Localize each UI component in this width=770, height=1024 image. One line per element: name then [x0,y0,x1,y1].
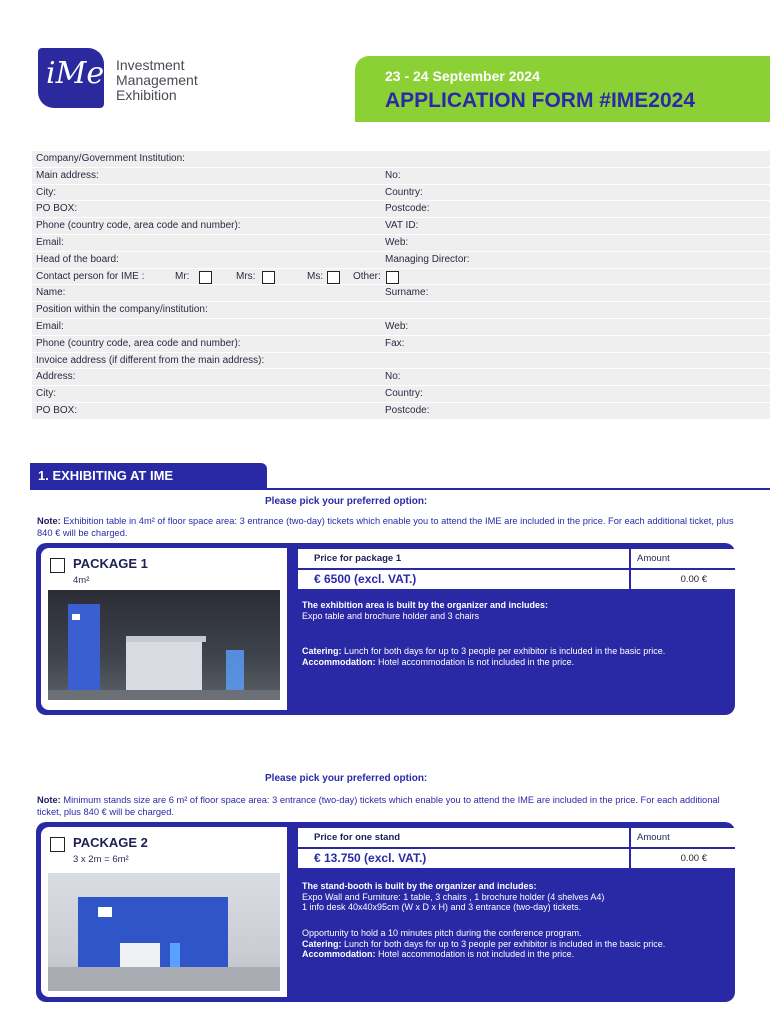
contact-email-label: Email: [36,320,64,332]
wall-logo [98,907,112,917]
section-header: 1. EXHIBITING AT IME [30,463,267,489]
logo-line-3: Exhibition [116,87,177,103]
package-1-size: 4m² [73,575,90,586]
contact-person-label: Contact person for IME : [36,270,145,282]
contact-email-row[interactable] [32,319,770,336]
accommodation-text: Hotel accommodation is not included in the price. [375,656,575,667]
vat-id-label: VAT ID: [385,220,419,232]
brochure-holder [170,943,180,967]
price-label: Price for one stand [298,828,629,847]
stand-booth-illustration [48,873,280,991]
contact-person-row [32,269,770,286]
board-row[interactable] [32,252,770,269]
package-1-checkbox[interactable] [50,558,65,573]
city-row[interactable] [32,185,770,202]
brochure-holder [226,650,244,692]
application-form [32,151,770,420]
includes-line-2: 1 info desk 40x40x95cm (W x D x H) and 3 entrance (two-day) tickets. [302,902,582,912]
note-text: Minimum stands size are 6 m² of floor space area: 3 entrance (two-day) tickets which enable you to attend the IME are included in the price. For each additional ticket, plus 840 € will be charged. [37,795,720,817]
invoice-address-label: Invoice address (if different from the main address): [36,354,265,366]
pick-option-2: Please pick your preferred option: [265,773,428,784]
package-2-price: € 13.750 (excl. VAT.) [298,849,629,868]
package-1-image [48,590,280,700]
invoice-city-label: City: [36,388,56,400]
package-1-card [36,543,735,715]
form-title: APPLICATION FORM #IME2024 [385,89,695,112]
web-label: Web: [385,236,409,248]
package-2-name: PACKAGE 2 [73,835,148,850]
event-date: 23 - 24 September 2024 [385,68,540,84]
phone-row[interactable] [32,218,770,235]
invoice-po-box-label: PO BOX: [36,404,78,416]
invoice-city-row[interactable] [32,386,770,403]
catering-label: Catering: [302,646,342,656]
invoice-no-label: No: [385,371,401,383]
note-text: Exhibition table in 4m² of floor space area: 3 entrance (two-day) tickets which enable you to attend the IME are included in the price. For each additional ticket, plus 840 € will be charged. [37,516,734,538]
contact-phone-label: Phone (country code, area code and number): [36,337,241,349]
name-label: Name: [36,287,66,299]
postcode-label: Postcode: [385,203,430,215]
company-field[interactable] [32,151,770,168]
package-2-image [48,873,280,991]
includes-title: The exhibition area is built by the organizer and includes: [302,600,549,610]
logo-mark: iMe [46,56,105,91]
info-desk [120,943,160,967]
logo-text [116,58,266,103]
includes-text: Expo table and brochure holder and 3 chairs [302,610,480,621]
package-1-note [37,515,737,539]
package-1-extras [302,646,732,667]
catering-text: Lunch for both days for up to 3 people per exhibitor is included in the basic price. [341,646,666,656]
note-label: Note: [37,795,61,805]
section-divider [30,488,770,490]
table-top [126,636,206,642]
package-1-amount[interactable]: 0.00 € [631,570,749,589]
head-of-board-label: Head of the board: [36,253,119,265]
other-label: Other: [353,270,381,282]
package-1-name: PACKAGE 1 [73,556,148,571]
catering-text: Lunch for both days for up to 3 people per exhibitor is included in the basic price. [341,938,666,949]
package-1-visual [41,548,287,710]
country-label: Country: [385,186,423,198]
logo-line-2: Management [116,72,198,88]
address-label: Address: [36,371,76,383]
package-2-card [36,822,735,1002]
ms-label: Ms: [307,270,324,282]
floor [48,967,280,991]
expo-table-illustration [48,590,280,700]
pick-option-1: Please pick your preferred option: [265,496,428,507]
po-box-label: PO BOX: [36,203,78,215]
mr-label: Mr: [175,270,190,282]
amount-label: Amount [631,549,749,568]
accommodation-label: Accommodation: [302,656,376,667]
name-row[interactable] [32,285,770,302]
note-label: Note: [37,516,61,526]
amount-label: Amount [631,828,749,847]
contact-web-label: Web: [385,320,409,332]
invoice-country-label: Country: [385,388,423,400]
includes-title: The stand-booth is built by the organizer and includes: [302,881,537,891]
surname-label: Surname: [385,287,429,299]
email-label: Email: [36,236,64,248]
floor [48,690,280,700]
email-row[interactable] [32,235,770,252]
package-1-includes [302,600,732,621]
package-2-includes [302,881,732,913]
package-2-size: 3 x 2m = 6m² [73,854,129,865]
main-address-row[interactable] [32,168,770,185]
mrs-label: Mrs: [236,270,256,282]
package-1-price: € 6500 (excl. VAT.) [298,570,629,589]
includes-line-1: Expo Wall and Furniture: 1 table, 3 chairs , 1 brochure holder (4 shelves A4) [302,891,605,902]
catering-label: Catering: [302,938,342,949]
hero-banner [355,56,770,122]
price-label: Price for package 1 [298,549,629,568]
city-label: City: [36,186,56,198]
ms-checkbox[interactable] [327,271,340,284]
package-2-note [37,794,737,818]
managing-director-label: Managing Director: [385,253,470,265]
expo-table [126,640,202,692]
position-row[interactable] [32,302,770,319]
ime-logo [38,48,104,108]
main-address-label: Main address: [36,169,99,181]
banner-logo [72,614,80,620]
other-checkbox[interactable] [386,271,399,284]
po-box-row[interactable] [32,201,770,218]
invoice-postcode-label: Postcode: [385,404,430,416]
accommodation-text: Hotel accommodation is not included in the price. [375,949,575,959]
pitch-text: Opportunity to hold a 10 minutes pitch during the conference program. [302,928,582,938]
fax-label: Fax: [385,337,405,349]
invoice-address-row[interactable] [32,353,770,370]
logo-line-1: Investment [116,57,185,73]
contact-phone-row[interactable] [32,336,770,353]
accommodation-label: Accommodation: [302,949,376,959]
company-label: Company/Government Institution: [36,153,185,164]
invoice-po-row[interactable] [32,403,770,420]
phone-label: Phone (country code, area code and number): [36,220,241,232]
invoice-street-row[interactable] [32,369,770,386]
package-2-checkbox[interactable] [50,837,65,852]
package-2-visual [41,827,287,997]
mr-checkbox[interactable] [199,271,212,284]
no-label: No: [385,169,401,181]
package-2-amount[interactable]: 0.00 € [631,849,749,868]
package-2-extras [302,928,732,960]
mrs-checkbox[interactable] [262,271,275,284]
position-label: Position within the company/institution: [36,304,208,316]
